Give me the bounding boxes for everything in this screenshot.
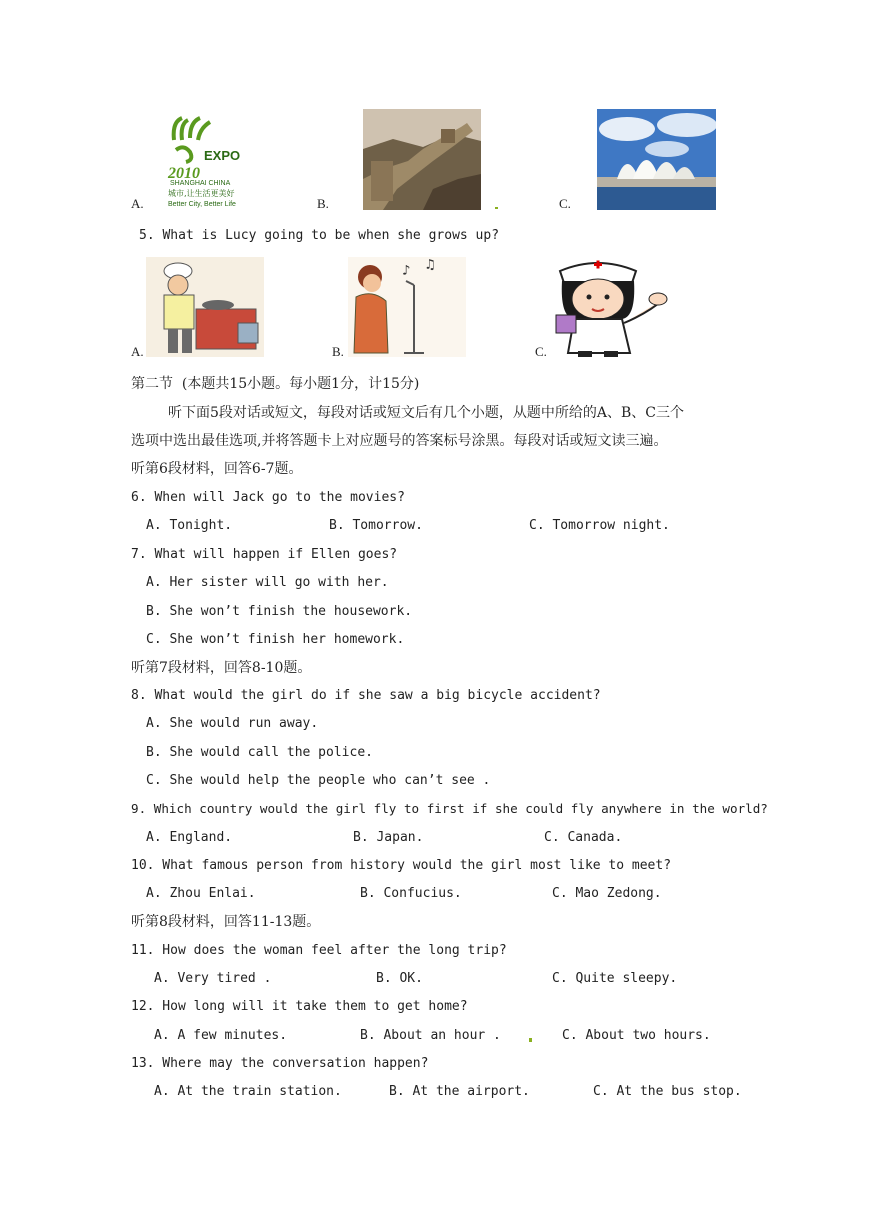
- q5-option-b-label: B.: [332, 344, 344, 359]
- great-wall-graphic: [363, 109, 481, 210]
- nurse-graphic: [548, 257, 668, 359]
- expo-logo-slogan-en: Better City, Better Life: [168, 201, 236, 208]
- q6-option-b: B. Tomorrow.: [329, 518, 423, 533]
- q13-option-c: C. At the bus stop.: [593, 1084, 742, 1099]
- q7-option-a: A. Her sister will go with her.: [146, 575, 389, 590]
- q12-option-c: C. About two hours.: [562, 1028, 711, 1043]
- q12-question: 12. How long will it take them to get home?: [131, 999, 468, 1014]
- q8-option-a: A. She would run away.: [146, 716, 319, 731]
- q9-question: 9. Which country would the girl fly to first if she could fly anywhere in the world?: [131, 801, 768, 816]
- material6-heading: 听第6段材料，回答6-7题。: [131, 461, 303, 477]
- music-note-icon: ♫: [426, 257, 435, 273]
- nurse-image: [548, 257, 668, 359]
- q6-option-c: C. Tomorrow night.: [529, 518, 670, 533]
- section2-instruction-line2: 选项中选出最佳选项,并将答题卡上对应题号的答案标号涂黑。每段对话或短文读三遍。: [131, 433, 668, 449]
- singer-graphic: [348, 257, 466, 357]
- q8-option-c: C. She would help the people who can’t see .: [146, 773, 491, 788]
- q13-option-b: B. At the airport.: [389, 1084, 530, 1099]
- q11-option-b: B. OK.: [376, 971, 423, 986]
- singer-image: [348, 257, 466, 357]
- q10-option-c: C. Mao Zedong.: [552, 886, 662, 901]
- q5-option-a-label: A.: [131, 344, 144, 359]
- q11-question: 11. How does the woman feel after the long trip?: [131, 943, 507, 958]
- q12-option-a: A. A few minutes.: [154, 1028, 288, 1043]
- section2-heading: 第二节 (本题共15小题。每小题1分，计15分): [131, 376, 420, 392]
- q5-option-c-label: C.: [535, 344, 547, 359]
- stray-mark: [495, 207, 498, 209]
- expo-logo-slogan-cn: 城市,让生活更美好: [168, 189, 235, 198]
- q9-option-a: A. England.: [146, 830, 233, 845]
- q10-option-b: B. Confucius.: [360, 886, 462, 901]
- q7-option-b: B. She won’t finish the housework.: [146, 604, 413, 619]
- q8-option-b: B. She would call the police.: [146, 745, 373, 760]
- q7-option-c: C. She won’t finish her homework.: [146, 632, 405, 647]
- q12-option-b: B. About an hour .: [360, 1028, 501, 1043]
- stray-mark: [529, 1038, 532, 1042]
- q9-option-b: B. Japan.: [353, 830, 424, 845]
- material7-heading: 听第7段材料，回答8-10题。: [131, 660, 312, 676]
- expo-logo-graphic: [160, 110, 260, 210]
- great-wall-image: [363, 109, 481, 210]
- cook-graphic: [146, 257, 264, 357]
- q13-option-a: A. At the train station.: [154, 1084, 342, 1099]
- q13-question: 13. Where may the conversation happen?: [131, 1056, 429, 1071]
- section2-instruction-line1: 听下面5段对话或短文，每段对话或短文后有几个小题，从题中所给的A、B、C三个: [168, 405, 685, 421]
- q11-option-c: C. Quite sleepy.: [552, 971, 678, 986]
- opera-house-graphic: [597, 109, 716, 210]
- expo-logo-city: SHANGHAI CHINA: [170, 180, 231, 187]
- q7-question: 7. What will happen if Ellen goes?: [131, 547, 398, 562]
- q6-question: 6. When will Jack go to the movies?: [131, 490, 405, 505]
- cook-image: [146, 257, 264, 357]
- q10-question: 10. What famous person from history would the girl most like to meet?: [131, 858, 672, 873]
- q10-option-a: A. Zhou Enlai.: [146, 886, 256, 901]
- q4-option-b-label: B.: [317, 196, 329, 211]
- sydney-opera-house-image: [597, 109, 716, 210]
- q4-option-c-label: C.: [559, 196, 571, 211]
- q11-option-a: A. Very tired .: [154, 971, 272, 986]
- material8-heading: 听第8段材料，回答11-13题。: [131, 914, 321, 930]
- expo-logo-word: EXPO: [204, 148, 241, 163]
- q8-question: 8. What would the girl do if she saw a big bicycle accident?: [131, 688, 601, 703]
- q9-option-c: C. Canada.: [544, 830, 623, 845]
- music-note-icon: ♪: [402, 263, 411, 279]
- expo-logo-image: [160, 110, 260, 210]
- q6-option-a: A. Tonight.: [146, 518, 233, 533]
- q4-option-a-label: A.: [131, 196, 144, 211]
- expo-logo-year: 2010: [168, 165, 200, 182]
- q5-question: 5. What is Lucy going to be when she grows up?: [139, 228, 500, 243]
